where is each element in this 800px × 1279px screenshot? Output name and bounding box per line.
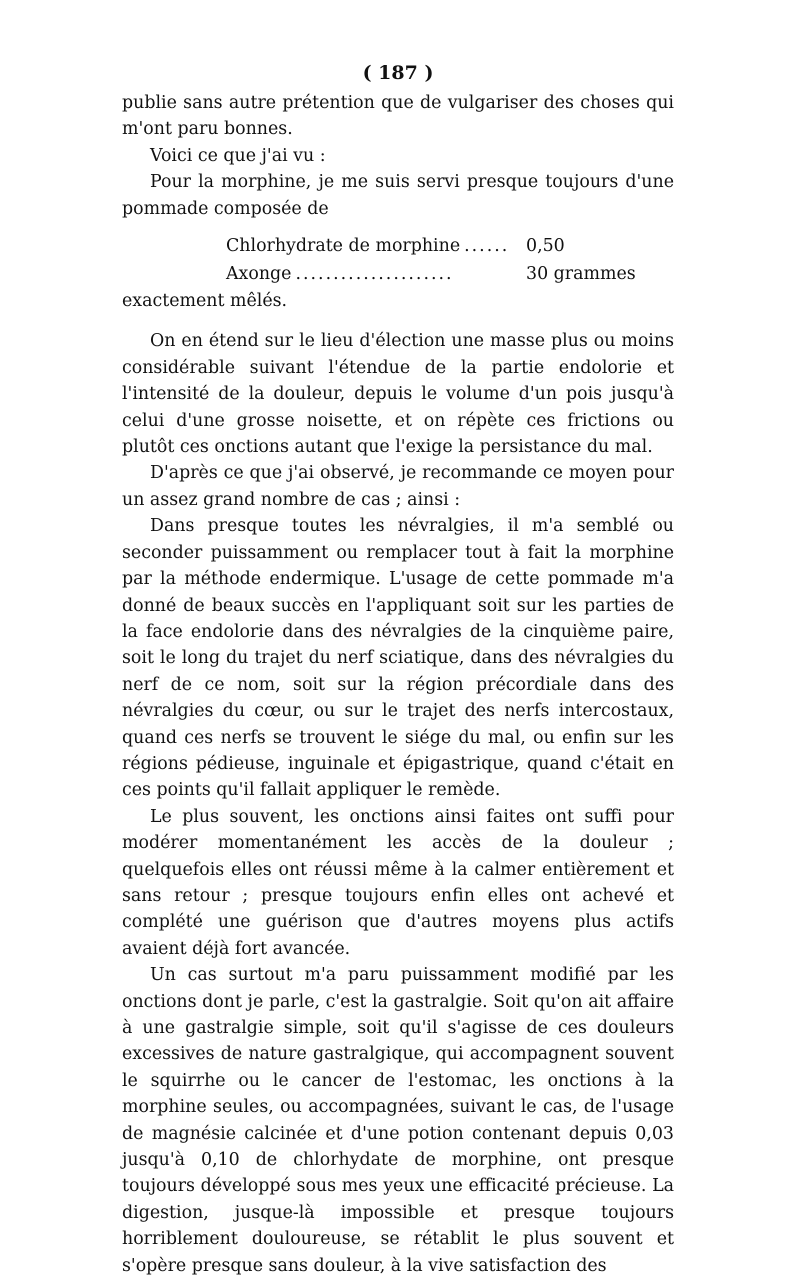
recipe-quantity: 30 grammes [526,264,636,285]
paragraph-etend: On en étend sur le lieu d'élection une masse plus ou moins considérable suivant l'étendue de la partie endolorie et l'intensité de la douleur, depuis le volume d'un pois jusqu'à celui d'une grosse noisette, et on répète ces frictions ou plutôt ces onctions autant que l'exige la persistance du mal. [122,331,674,458]
recipe-ingredient: Axonge [226,264,292,285]
recipe-quantity: 0,50 [526,236,565,257]
paragraph-nevralgies: Dans presque toutes les névralgies, il m'a semblé ou seconder puissamment ou remplacer tout à fait la morphine par la méthode endermique. L'usage de cette pommade m'a donné de beaux succès en l'appliquant soit sur les parties de la face endolorie dans des névralgies de la cinquième paire, soit le long du trajet du nerf sciatique, dans des névralgies du nerf de ce nom, soit sur la région précordiale dans des névralgies du cœur, ou sur le trajet des nerfs intercostaux, quand ces nerfs se trouvent le siége du mal, ou enfin sur les régions pédieuse, inguinale et épigastrique, quand c'était en ces points qu'il fallait appliquer le remède. [122,516,674,801]
recipe-leader-dots: ...... [464,236,510,257]
paragraph-continuation: publie sans autre prétention que de vulgariser des choses qui m'ont paru bonnes. [122,93,674,140]
paragraph-dapres: D'après ce que j'ai observé, je recommande ce moyen pour un assez grand nombre de cas ; ainsi : [122,463,674,510]
paragraph-souvent: Le plus souvent, les onctions ainsi faites ont suffi pour modérer momentanément les accès de la douleur ; quelquefois elles ont réussi même à la calmer entièrement et sans retour ; presque toujours enfin elles ont achevé et complété une guérison que d'autres moyens plus actifs avaient déjà fort avancée. [122,806,674,959]
recipe-ingredient: Chlorhydrate de morphine [226,236,461,257]
paragraph-morphine-intro: Pour la morphine, je me suis servi presque toujours d'une pommade composée de [122,172,674,219]
paragraph-voici: Voici ce que j'ai vu : [150,145,326,166]
recipe-row-axonge [226,260,646,288]
recipe-leader-dots: ..................... [295,264,454,285]
recipe-row-chlorhydrate [226,232,646,260]
recipe-list [122,232,674,288]
paragraph-gastralgie: Un cas surtout m'a paru puissamment modifié par les onctions dont je parle, c'est la gastralgie. Soit qu'on ait affaire à une gastralgie simple, soit qu'il s'agisse de ces douleurs excessives de nature gastralgique, qui accompagnent souvent le squirrhe ou le cancer de l'estomac, les onctions à la morphine seules, ou accompagnées, suivant le cas, de l'usage de magnésie calcinée et d'une potion contenant depuis 0,03 jusqu'à 0,10 de chlorhydate de morphine, ont presque toujours développé sous mes yeux une efficacité précieuse. La digestion, jusque-là impossible et presque toujours horriblement douloureuse, se rétablit le plus souvent et s'opère presque sans douleur, à la vive satisfaction des [122,965,674,1276]
document-page [122,58,674,1279]
paragraph-meles: exactement mêlés. [122,291,288,312]
page-number: ( 187 ) [362,62,434,84]
